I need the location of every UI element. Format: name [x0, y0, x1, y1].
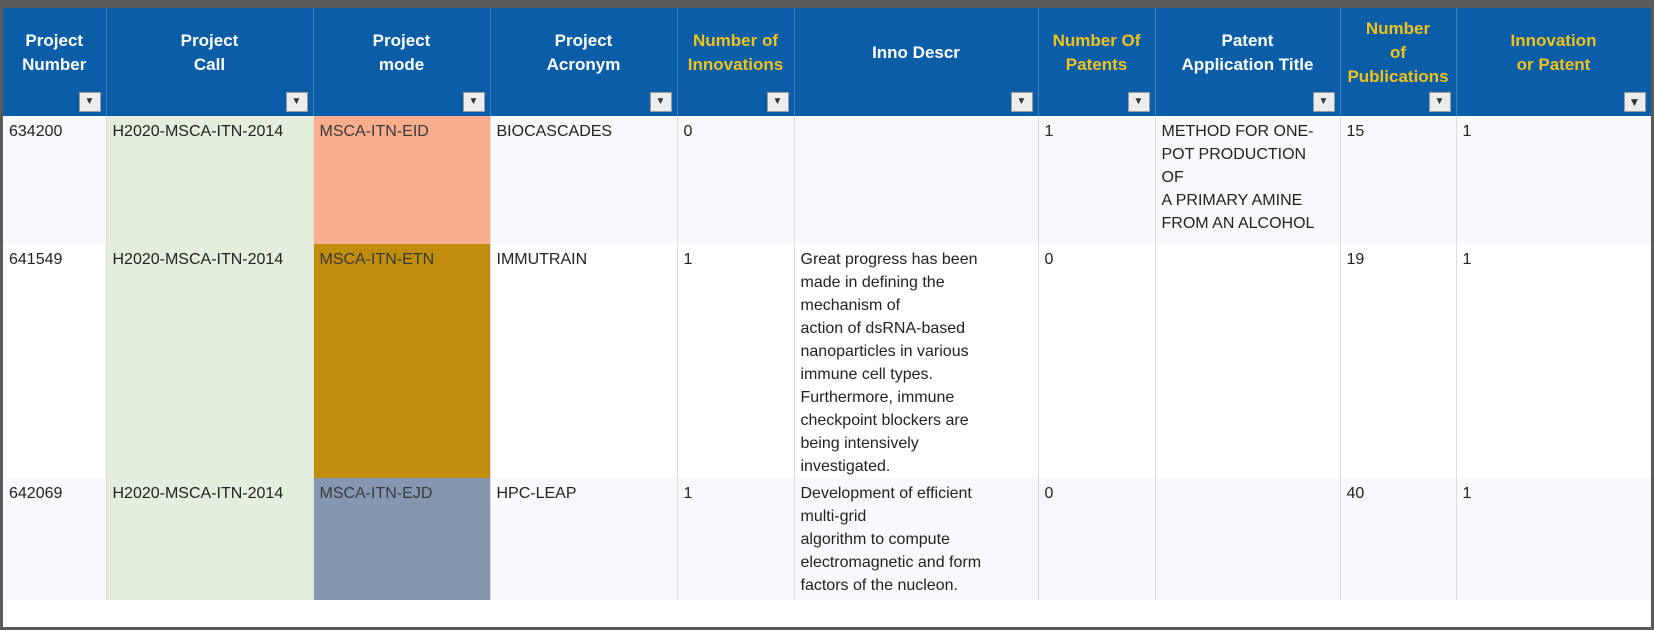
cell-number-of-innovations[interactable]: 1 [677, 244, 794, 478]
header-label: Number of Publications [1347, 19, 1449, 86]
cell-innovation-or-patent[interactable]: 1 [1456, 478, 1651, 600]
header-label: Innovation or Patent [1510, 31, 1597, 74]
cell-project-acronym[interactable]: IMMUTRAIN [490, 244, 677, 478]
cell-number-of-publications[interactable]: 19 [1340, 244, 1456, 478]
header-project-acronym [490, 8, 677, 116]
cell-innovation-or-patent[interactable]: 1 [1456, 244, 1651, 478]
header-label: Project mode [372, 31, 431, 74]
cell-number-of-publications[interactable]: 40 [1340, 478, 1456, 600]
cell-project-acronym[interactable]: BIOCASCADES [490, 116, 677, 244]
cell-inno-descr[interactable]: Great progress has been made in defining the mechanism of action of dsRNA-based nanoparticles in various immune cell types. Furthermore, immune checkpoint blockers are being intensively investigated. [794, 244, 1038, 478]
cell-inno-descr[interactable] [794, 116, 1038, 244]
header-label: Project Call [180, 31, 239, 74]
dropdown-arrow-icon[interactable]: ▼ [650, 92, 672, 112]
cell-number-of-publications[interactable]: 15 [1340, 116, 1456, 244]
dropdown-arrow-icon[interactable]: ▼ [79, 92, 101, 112]
header-number-of-publications [1340, 8, 1456, 116]
cell-number-of-patents[interactable]: 0 [1038, 244, 1155, 478]
cell-project-acronym[interactable]: HPC-LEAP [490, 478, 677, 600]
header-label: Inno Descr [872, 43, 960, 62]
filter-icon[interactable]: ▼ [1624, 92, 1646, 112]
header-project-call [106, 8, 313, 116]
table-row [3, 478, 1651, 600]
cell-patent-application-title[interactable] [1155, 244, 1340, 478]
cell-project-mode[interactable]: MSCA-ITN-EJD [313, 478, 490, 600]
header-row [3, 8, 1651, 116]
cell-number-of-innovations[interactable]: 1 [677, 478, 794, 600]
project-table [3, 8, 1652, 600]
cell-project-mode[interactable]: MSCA-ITN-ETN [313, 244, 490, 478]
cell-project-number[interactable]: 641549 [3, 244, 106, 478]
header-label: Project Acronym [546, 31, 621, 74]
cell-project-call[interactable]: H2020-MSCA-ITN-2014 [106, 244, 313, 478]
header-number-of-patents [1038, 8, 1155, 116]
header-label: Number Of Patents [1052, 31, 1141, 74]
dropdown-arrow-icon[interactable]: ▼ [1011, 92, 1033, 112]
dropdown-arrow-icon[interactable]: ▼ [286, 92, 308, 112]
table-row [3, 116, 1651, 244]
header-label: Patent Application Title [1181, 31, 1314, 74]
header-label: Project Number [22, 31, 87, 74]
header-innovation-or-patent [1456, 8, 1651, 116]
header-project-number [3, 8, 106, 116]
table-row [3, 244, 1651, 478]
cell-patent-application-title[interactable] [1155, 478, 1340, 600]
header-label: Number of Innovations [687, 31, 784, 74]
cell-project-number[interactable]: 642069 [3, 478, 106, 600]
cell-project-call[interactable]: H2020-MSCA-ITN-2014 [106, 478, 313, 600]
header-patent-application-title [1155, 8, 1340, 116]
cell-project-call[interactable]: H2020-MSCA-ITN-2014 [106, 116, 313, 244]
dropdown-arrow-icon[interactable]: ▼ [1429, 92, 1451, 112]
cell-number-of-innovations[interactable]: 0 [677, 116, 794, 244]
cell-innovation-or-patent[interactable]: 1 [1456, 116, 1651, 244]
cell-number-of-patents[interactable]: 1 [1038, 116, 1155, 244]
cell-patent-application-title[interactable]: METHOD FOR ONE- POT PRODUCTION OF A PRIMARY AMINE FROM AN ALCOHOL [1155, 116, 1340, 244]
header-project-mode [313, 8, 490, 116]
cell-project-number[interactable]: 634200 [3, 116, 106, 244]
header-inno-descr [794, 8, 1038, 116]
cell-inno-descr[interactable]: Development of efficient multi-grid algorithm to compute electromagnetic and form factors of the nucleon. [794, 478, 1038, 600]
dropdown-arrow-icon[interactable]: ▼ [1313, 92, 1335, 112]
dropdown-arrow-icon[interactable]: ▼ [1128, 92, 1150, 112]
header-number-of-innovations [677, 8, 794, 116]
dropdown-arrow-icon[interactable]: ▼ [463, 92, 485, 112]
cell-project-mode[interactable]: MSCA-ITN-EID [313, 116, 490, 244]
dropdown-arrow-icon[interactable]: ▼ [767, 92, 789, 112]
cell-number-of-patents[interactable]: 0 [1038, 478, 1155, 600]
